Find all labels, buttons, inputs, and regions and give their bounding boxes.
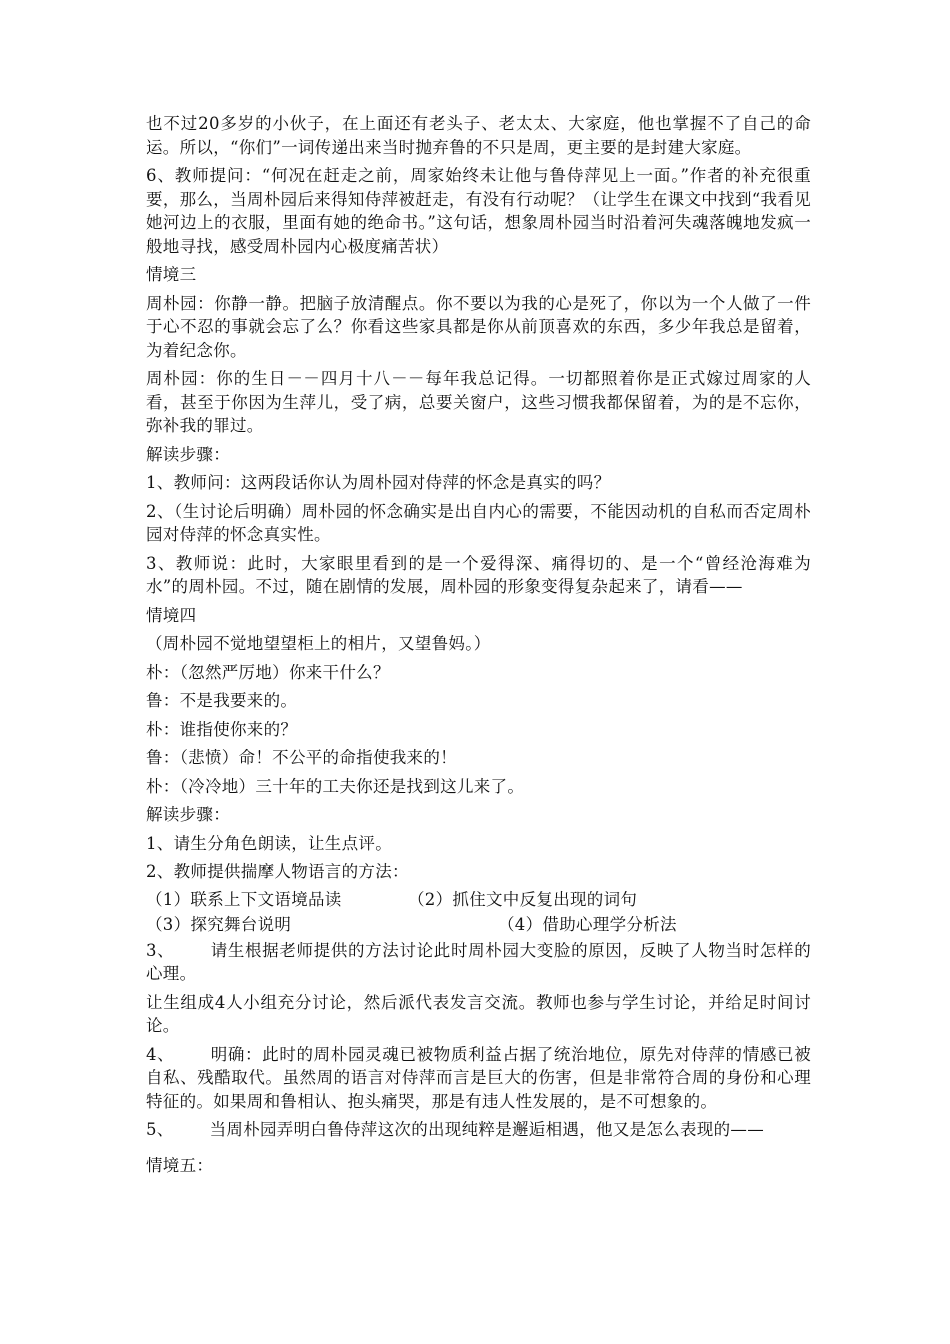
step-item: 1、请生分角色朗读，让生点评。: [146, 833, 392, 853]
section-heading: 解读步骤：: [146, 805, 230, 824]
dialogue-line: 鲁：（悲愤）命！不公平的命指使我来的！: [146, 748, 457, 767]
method-item: （2）抓住文中反复出现的词句: [408, 889, 638, 909]
section-heading: 解读步骤：: [146, 444, 230, 464]
dialogue-line: 朴：谁指使你来的？: [146, 719, 298, 739]
step-item: 1、教师问：这两段话你认为周朴园对侍萍的怀念是真实的吗？: [146, 473, 611, 492]
step-text: 明确：此时的周朴园灵魂已被物质利益占据了统治地位，原先对侍萍的情感已被自私、残酷取代。虽然周的语言对侍萍而言是巨大的伤害，但是非常符合周的身份和心理特征的。如果周和鲁相认、抱头痛哭，那是有违人性发展的，是不可想象的。: [146, 1044, 811, 1111]
step-number: 3、: [146, 940, 175, 960]
method-item: （4）借助心理学分析法: [498, 915, 677, 934]
step-item: 2、（生讨论后明确）周朴园的怀念确实是出自内心的需要，不能因动机的自私而否定周朴园对侍萍的怀念真实性。: [146, 501, 811, 544]
step-text: 请生根据老师提供的方法讨论此时周朴园大变脸的原因，反映了人物当时怎样的心理。: [146, 940, 811, 983]
method-item: （3）探究舞台说明: [146, 915, 292, 934]
dialogue-line: 周朴园：你静一静。把脑子放清醒点。你不要以为我的心是死了，你以为一个人做了一件于心不忍的事就会忘了么？你看这些家具都是你从前顶喜欢的东西，多少年我总是留着，为着纪念你。: [146, 293, 811, 360]
stage-direction: （周朴园不觉地望望柜上的相片，又望鲁妈。）: [146, 634, 491, 653]
method-item: （1）联系上下文语境品读: [146, 889, 342, 909]
scene-heading: 情境五：: [146, 1155, 214, 1175]
dialogue-line: 朴：（冷冷地）三十年的工夫你还是找到这儿来了。: [146, 776, 525, 796]
scene-heading: 情境四: [146, 605, 197, 625]
step-number: 4、: [146, 1044, 175, 1064]
method-row: [146, 888, 811, 912]
document-page: [146, 112, 811, 1182]
dialogue-line: 周朴园：你的生日－－四月十八－－每年我总记得。一切都照着你是正式嫁过周家的人看，甚至于你因为生萍儿，受了病，总要关窗户，这些习惯我都保留着，为的是不忘你，弥补我的罪过。: [146, 369, 811, 435]
step-text: 当周朴园弄明白鲁侍萍这次的出现纯粹是邂逅相遇，他又是怎么表现的——: [209, 1120, 765, 1139]
scene-heading: 情境三: [146, 265, 197, 284]
step-item: 3、教师说：此时，大家眼里看到的是一个爱得深、痛得切的、是一个“曾经沧海难为水”的周朴园。不过，随在剧情的发展，周朴园的形象变得复杂起来了，请看——: [146, 553, 811, 596]
method-row: [146, 913, 811, 937]
step-number: 5、: [146, 1120, 174, 1139]
step-item: [146, 1043, 811, 1114]
step-item: [146, 939, 811, 986]
dialogue-line: 朴：（忽然严厉地）你来干什么？: [146, 662, 390, 682]
step-item: [146, 1118, 811, 1142]
paragraph: 也不过20多岁的小伙子，在上面还有老头子、老太太、大家庭，他也掌握不了自己的命运。所以，“你们”一词传递出来当时抛弃鲁的不只是周，更主要的是封建大家庭。: [146, 114, 811, 157]
step-item: 2、教师提供揣摩人物语言的方法：: [146, 862, 409, 881]
paragraph: 让生组成4人小组充分讨论，然后派代表发言交流。教师也参与学生讨论，并给足时间讨论。: [146, 992, 811, 1035]
paragraph: 6、教师提问：“何况在赶走之前，周家始终未让他与鲁侍萍见上一面。”作者的补充很重要，那么，当周朴园后来得知侍萍被赶走，有没有行动呢？（让学生在课文中找到“我看见她河边上的衣服，里面有她的绝命书。”这句话，想象周朴园当时沿着河失魂落魄地发疯一般地寻找，感受周朴园内心极度痛苦状）: [146, 166, 811, 256]
dialogue-line: 鲁：不是我要来的。: [146, 691, 298, 710]
